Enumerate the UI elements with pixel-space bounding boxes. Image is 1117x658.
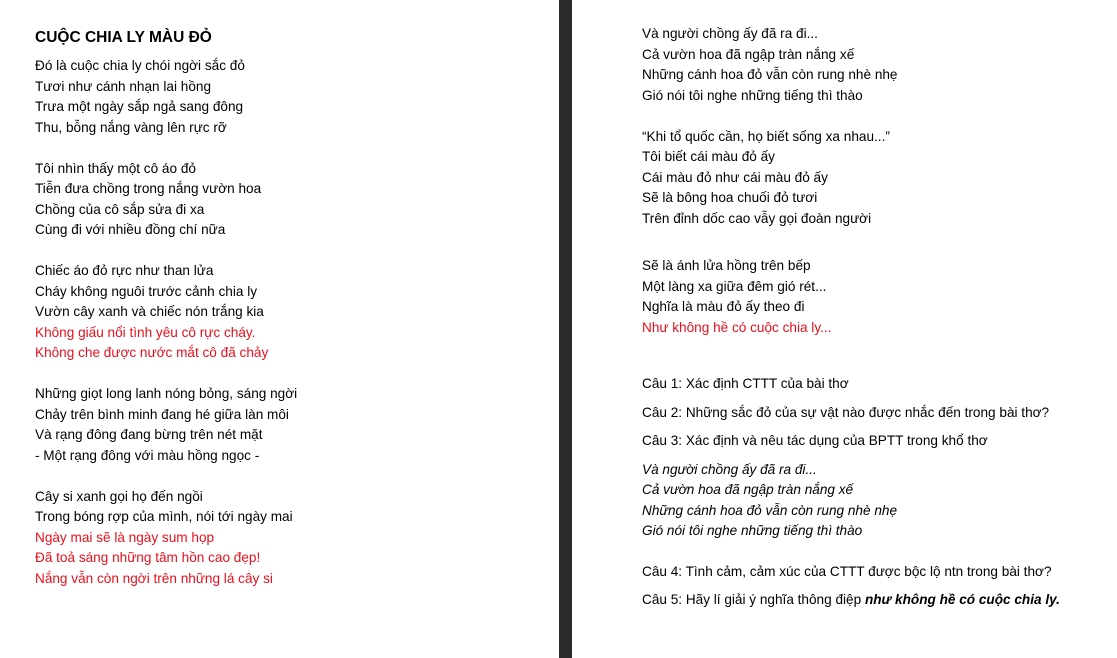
stanza-2 (35, 159, 545, 241)
poem-line: Sẽ là ánh lửa hồng trên bếp (642, 258, 811, 273)
poem-line: Và người chồng ấy đã ra đi... (642, 26, 818, 41)
poem-line: Cháy không nguôi trước cảnh chia ly (35, 283, 258, 299)
poem-line: Gió nói tôi nghe những tiếng thì thào (642, 87, 863, 103)
page-divider (559, 0, 572, 658)
stanza-7 (642, 127, 1112, 230)
stanza-6 (642, 24, 1112, 106)
poem-line: Tiễn đưa chồng trong nắng vườn hoa (35, 181, 262, 196)
poem-column (35, 26, 545, 610)
stanza-4 (35, 384, 545, 466)
poem-line: Vườn cây xanh và chiếc nón trắng kia (35, 304, 264, 319)
poem-line: Những cánh hoa đỏ vẫn còn rung nhè nhẹ (642, 67, 898, 82)
poem-line-highlighted: Không che được nước mắt cô đã chảy (35, 345, 269, 360)
question-5 (642, 590, 1112, 611)
poem-line: Trên đỉnh dốc cao vẫy gọi đoàn người (642, 210, 872, 226)
quote-line: Gió nói tôi nghe những tiếng thì thào (642, 523, 863, 538)
poem-line: Chảy trên bình minh đang hé giữa làn môi (35, 406, 289, 422)
poem-line-highlighted: Không giấu nổi tình yêu cô rực cháy. (35, 324, 256, 340)
poem-line: Đó là cuộc chia ly chói ngời sắc đỏ (35, 58, 245, 73)
poem-line: Những giọt long lanh nóng bỏng, sáng ngời (35, 386, 298, 401)
poem-line: Chiếc áo đỏ rực như than lửa (35, 263, 214, 278)
poem-line: Cả vườn hoa đã ngập tràn nắng xế (642, 46, 855, 62)
stanza-1 (35, 56, 545, 138)
question-list (642, 374, 1112, 611)
poem-line-highlighted: Ngày mai sẽ là ngày sum họp (35, 529, 215, 545)
question-4: Câu 4: Tình cảm, cảm xúc của CTTT được bộc lộ ntn trong bài thơ? (642, 563, 1052, 579)
poem-line: Tươi như cánh nhạn lai hồng (35, 78, 212, 94)
poem-line: Trưa một ngày sắp ngả sang đông (35, 99, 244, 114)
question-3: Câu 3: Xác định và nêu tác dụng của BPTT trong khổ thơ (642, 433, 988, 448)
poem-line: Nghĩa là màu đỏ ấy theo đi (642, 299, 805, 314)
poem-line: Cây si xanh gọi họ đến ngồi (35, 488, 203, 504)
stanza-3 (35, 261, 545, 364)
question-5-text: Câu 5: Hãy lí giải ý nghĩa thông điệp (642, 592, 865, 607)
poem-title: CUỘC CHIA LY MÀU ĐỎ (35, 29, 212, 46)
quote-line: Và người chồng ấy đã ra đi... (642, 461, 817, 477)
poem-line-highlighted: Nắng vẫn còn ngời trên những lá cây si (35, 570, 273, 586)
poem-line: Sẽ là bông hoa chuối đỏ tươi (642, 190, 818, 205)
poem-line: Tôi nhìn thấy một cô áo đỏ (35, 160, 196, 176)
poem-and-questions-column (642, 24, 1112, 619)
quote-line: Những cánh hoa đỏ vẫn còn rung nhè nhẹ (642, 502, 898, 518)
question-1: Câu 1: Xác định CTTT của bài thơ (642, 376, 849, 391)
stanza-8 (642, 256, 1112, 338)
poem-line: Trong bóng rợp của mình, nói tới ngày mai (35, 509, 293, 524)
poem-line: Thu, bỗng nắng vàng lên rực rỡ (35, 119, 227, 135)
stanza-5 (35, 487, 545, 590)
poem-line: - Một rạng đông với màu hồng ngọc - (35, 447, 260, 463)
question-2: Câu 2: Những sắc đỏ của sự vật nào được nhắc đến trong bài thơ? (642, 404, 1050, 420)
poem-line: Tôi biết cái màu đỏ ấy (642, 149, 775, 164)
poem-line: Cùng đi với nhiều đồng chí nữa (35, 222, 226, 237)
document-page-right (572, 0, 1117, 658)
poem-line: Chồng của cô sắp sửa đi xa (35, 201, 205, 217)
poem-line: Một làng xa giữa đêm gió rét... (642, 278, 827, 294)
poem-line-highlighted: Như không hề có cuộc chia ly... (642, 319, 832, 335)
quote-line: Cả vườn hoa đã ngập tràn nắng xế (642, 482, 854, 497)
poem-line-highlighted: Đã toả sáng những tâm hồn cao đẹp! (35, 550, 261, 565)
poem-line: Và rạng đông đang bừng trên nét mặt (35, 427, 263, 442)
poem-line: “Khi tổ quốc cần, họ biết sống xa nhau...” (642, 128, 890, 144)
question-5-emphasis: như không hề có cuộc chia ly. (864, 592, 1060, 607)
document-page-left (0, 0, 558, 658)
poem-line: Cái màu đỏ như cái màu đỏ ấy (642, 169, 828, 185)
quoted-stanza (642, 460, 1112, 542)
